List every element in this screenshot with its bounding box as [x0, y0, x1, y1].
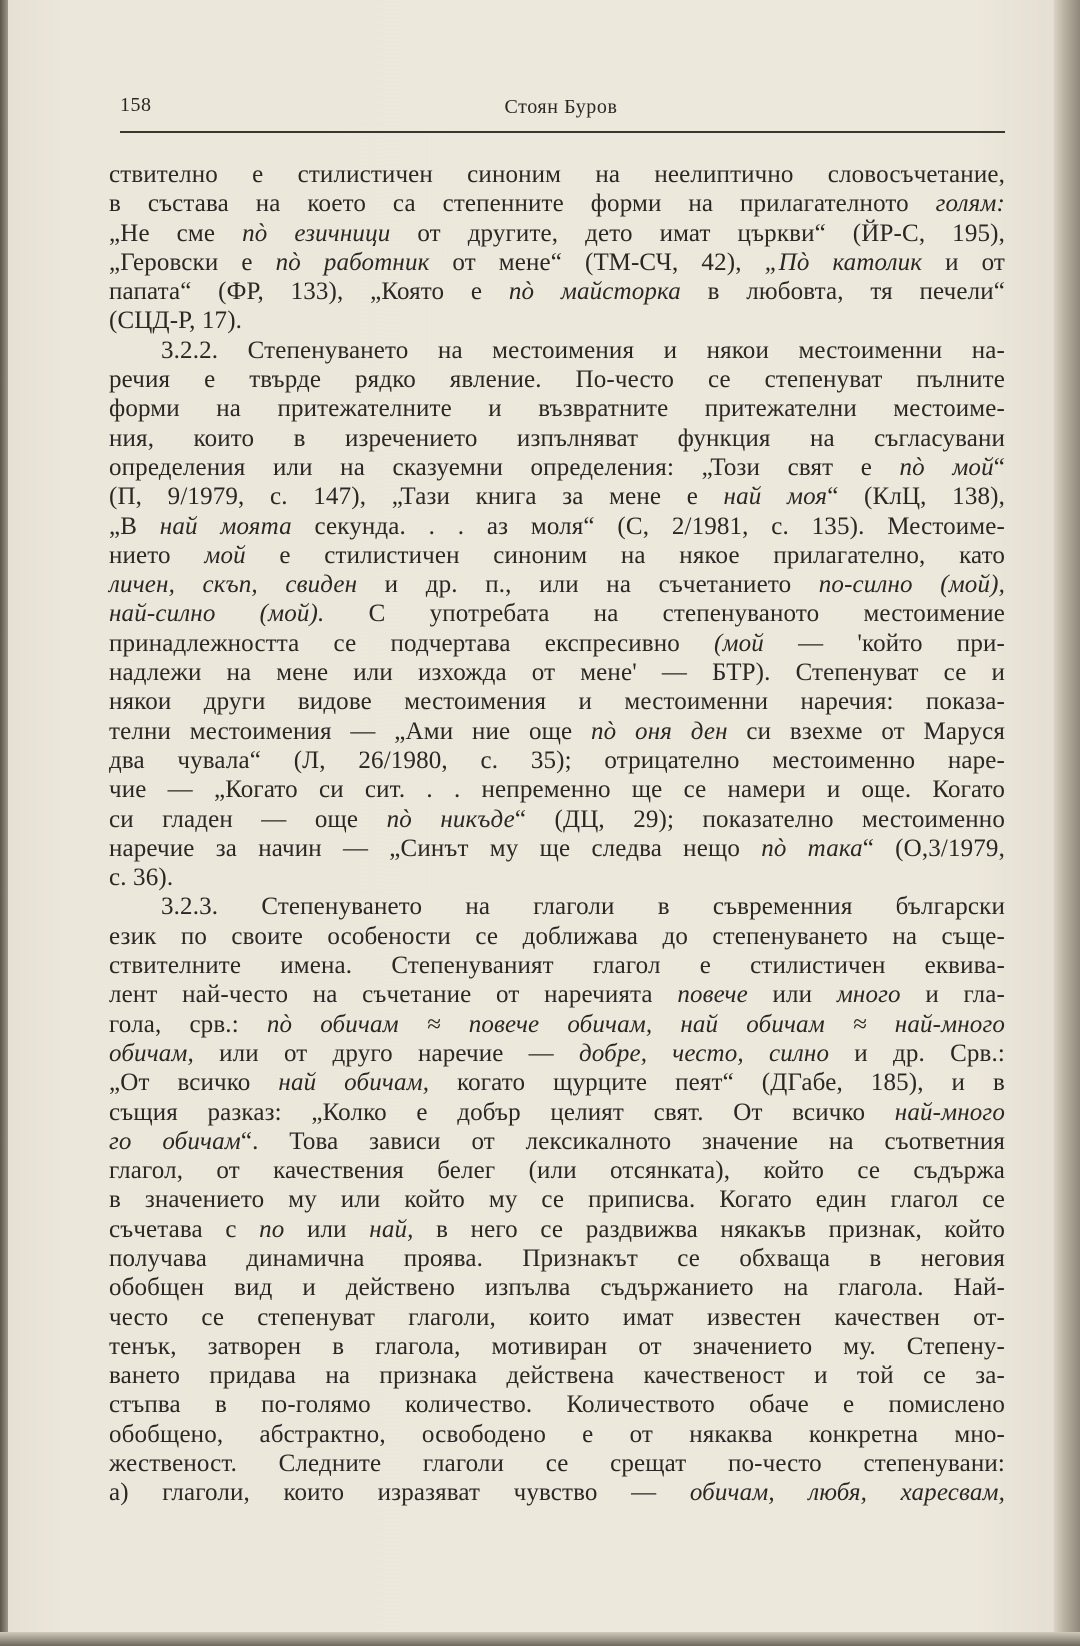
- text-line: принадлежността се подчертава експресивно (мой — 'който при-: [109, 629, 1005, 657]
- text-line: 3.2.3. Степенуването на глаголи в съвременния български: [161, 893, 1005, 921]
- text-line: най-силно (мой). С употребата на степенуваното местоимение: [109, 600, 1005, 628]
- book-spine-edge: [1054, 0, 1080, 1646]
- text-line: съчетава с по или най, в него се раздвижва някакъв признак, който: [109, 1215, 1005, 1243]
- text-line: ния, които в изречението изпълняват функция на съгласувани: [109, 424, 1005, 452]
- text-line: „В най моята секунда. . . аз моля“ (С, 2/1981, с. 135). Местоиме-: [109, 512, 1005, 540]
- text-line: обичам, или от друго наречие — добре, често, силно и др. Срв.:: [109, 1039, 1005, 1067]
- text-line: жественост. Следните глаголи се срещат по-често степенувани:: [109, 1450, 1005, 1478]
- text-line: с. 36).: [109, 864, 174, 892]
- text-line: някои други видове местоимения и местоименни наречия: показа-: [109, 688, 1005, 716]
- running-title: Стоян Буров: [504, 96, 618, 118]
- text-line: език по своите особености се доближава до степенуването на съще-: [109, 922, 1005, 950]
- text-line: нието мой е стилистичен синоним на някое прилагателно, като: [109, 541, 1005, 569]
- text-line: „От всичко най обичам, когато щурците пеят“ (ДГабе, 185), и в: [109, 1069, 1005, 1097]
- page-left-shadow: [0, 0, 8, 1646]
- page-number: 158: [120, 94, 152, 116]
- text-line: (СЦД-Р, 17).: [109, 307, 243, 335]
- text-line: често се степенуват глаголи, които имат известен качествен от-: [109, 1303, 1005, 1331]
- text-line: наречие за начин — „Синът му ще следва нещо пò така“ (О,3/1979,: [109, 834, 1005, 862]
- text-line: гола, срв.: пò обичам ≈ повече обичам, най обичам ≈ най-много: [109, 1010, 1005, 1038]
- text-line: папата“ (ФР, 133), „Която е пò майсторка в любовта, тя печели“: [109, 278, 1005, 306]
- text-line: ването придава на признака действена качественост и той се за-: [109, 1362, 1005, 1390]
- text-line: „Геровски е пò работник от мене“ (ТМ-СЧ, 42), „Пò католик и от: [109, 248, 1006, 276]
- text-line: телни местоимения — „Ами ние още пò оня ден си взехме от Маруся: [109, 717, 1005, 745]
- text-line: същия разказ: „Колко е добър целият свят. От всичко най-много: [109, 1098, 1005, 1126]
- text-line: два чувала“ (Л, 26/1980, с. 35); отрицателно местоименно наре-: [109, 746, 1005, 774]
- text-line: го обичам“. Това зависи от лексикалното значение на съответния: [109, 1127, 1005, 1155]
- text-line: лент най-често на съчетание от наречията повече или много и гла-: [109, 981, 1005, 1009]
- text-line: определения или на сказуемни определения: „Този свят е пò мой“: [109, 453, 1005, 481]
- text-line: форми на притежателните и възвратните притежателни местоиме-: [109, 395, 1005, 423]
- text-line: обобщен вид и действено изпълва съдържанието на глагола. Най-: [109, 1274, 1005, 1302]
- header-rule: [120, 131, 1005, 133]
- text-line: надлежи на мене или изхожда от мене' — БТР). Степенуват се и: [109, 659, 1005, 687]
- text-line: ствителните имена. Степенуваният глагол е стилистичен еквива-: [109, 952, 1005, 980]
- text-line: си гладен — още пò никъде“ (ДЦ, 29); показателно местоименно: [109, 805, 1005, 833]
- text-line: глагол, от качествения белег (или отсянката), който се съдържа: [109, 1157, 1005, 1185]
- text-line: чие — „Когато си сит. . . непременно ще се намери и още. Когато: [109, 776, 1005, 804]
- text-line: 3.2.2. Степенуването на местоимения и някои местоименни на-: [161, 336, 1005, 364]
- page-header: [120, 88, 1002, 128]
- text-line: „Не сме пò езичници от другите, дето имат църкви“ (ЙР-С, 195),: [109, 219, 1006, 247]
- text-line: получава динамична проява. Признакът се обхваща в неговия: [109, 1244, 1005, 1272]
- text-line: ствително е стилистичен синоним на неелиптично словосъчетание,: [109, 161, 1005, 188]
- text-line: в значението му или който му се приписва. Когато един глагол се: [109, 1186, 1005, 1214]
- text-line: стъпва в по-голямо количество. Количеството обаче е помислено: [109, 1391, 1005, 1419]
- page-bottom-edge: [0, 1632, 1080, 1646]
- text-line: а) глаголи, които изразяват чувство — обичам, любя, харесвам,: [109, 1479, 1005, 1507]
- body-text: [109, 160, 1005, 1508]
- text-line: (П, 9/1979, с. 147), „Тази книга за мене е най моя“ (КлЦ, 138),: [109, 483, 1006, 511]
- text-line: речия е твърде рядко явление. По-често се степенуват пълните: [109, 366, 1005, 394]
- text-line: в състава на което са степенните форми на прилагателното голям:: [109, 190, 1005, 218]
- text-line: тенък, затворен в глагола, мотивиран от значението му. Степену-: [109, 1332, 1005, 1360]
- text-line: обобщено, абстрактно, освободено е от някаква конкретна мно-: [109, 1420, 1005, 1448]
- text-line: личен, скъп, свиден и др. п., или на съчетанието по-силно (мой),: [109, 571, 1005, 599]
